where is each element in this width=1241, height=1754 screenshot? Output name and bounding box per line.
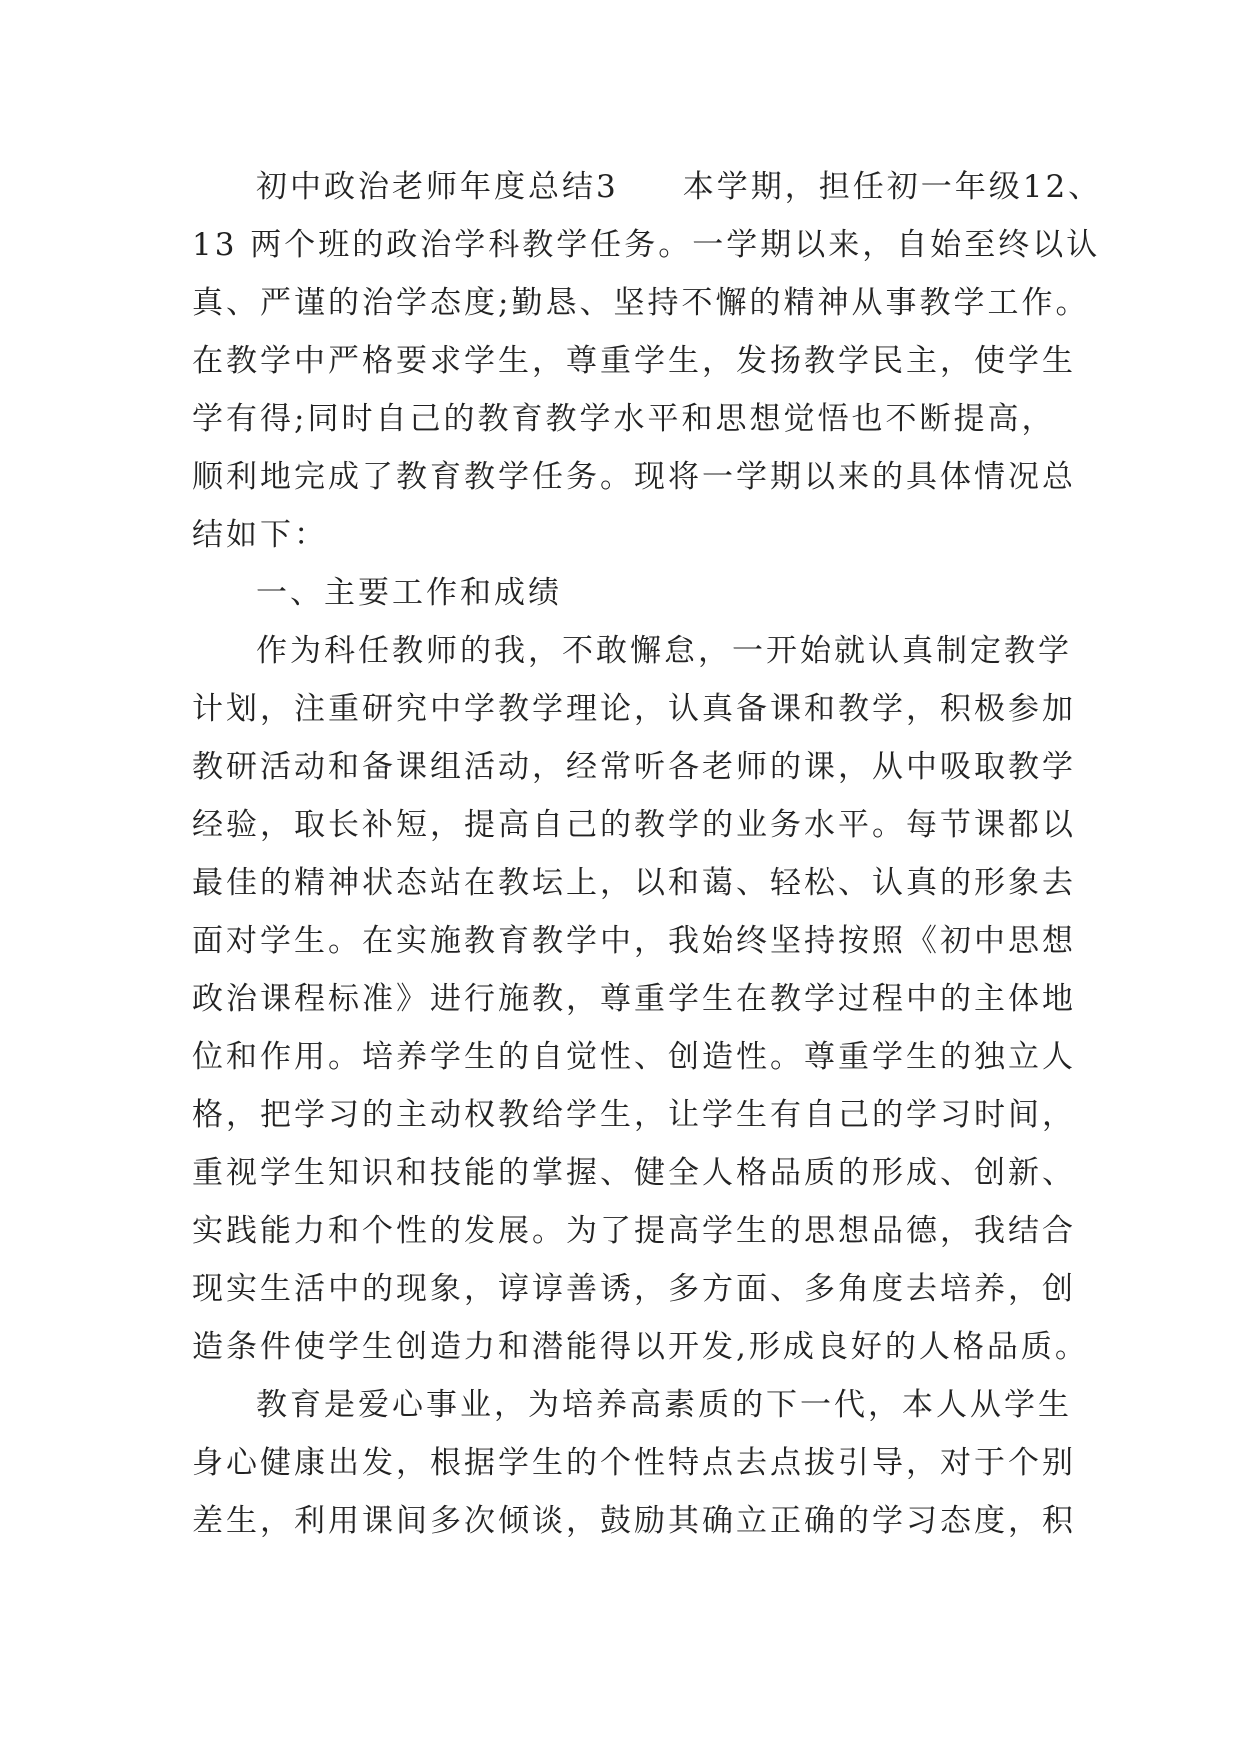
paragraph-line: 现实生活中的现象，谆谆善诱，多方面、多角度去培养，创 [192,1271,1076,1307]
paragraph-line: 教研活动和备课组活动，经常听各老师的课，从中吸取教学 [192,749,1076,785]
paragraph-line: 实践能力和个性的发展。为了提高学生的思想品德，我结合 [192,1213,1076,1249]
paragraph-line: 重视学生知识和技能的掌握、健全人格品质的形成、创新、 [192,1155,1076,1191]
paragraph-line: 作为科任教师的我，不敢懈怠，一开始就认真制定教学 [256,633,1072,669]
title-line [192,158,1103,216]
intro-line: 13 两个班的政治学科教学任务。一学期以来，自始至终以认 [192,227,1101,263]
paragraph-line: 身心健康出发，根据学生的个性特点去点拔引导，对于个别 [192,1445,1076,1481]
intro-first-line: 本学期，担任初一年级12、 [682,169,1103,205]
intro-line: 在教学中严格要求学生，尊重学生，发扬教学民主，使学生 [192,343,1076,379]
intro-line: 结如下： [192,517,328,553]
paragraph-line: 计划，注重研究中学教学理论，认真备课和教学，积极参加 [192,691,1076,727]
paragraph-line: 位和作用。培养学生的自觉性、创造性。尊重学生的独立人 [192,1039,1076,1075]
document-body [192,158,1103,1550]
section-heading: 一、主要工作和成绩 [256,575,562,611]
paragraph-line: 格，把学习的主动权教给学生，让学生有自己的学习时间， [192,1097,1076,1133]
paragraph-line: 教育是爱心事业，为培养高素质的下一代，本人从学生 [256,1387,1072,1423]
intro-line: 顺利地完成了教育教学任务。现将一学期以来的具体情况总 [192,459,1076,495]
document-title: 初中政治老师年度总结3 [256,169,619,205]
paragraph-line: 差生，利用课间多次倾谈，鼓励其确立正确的学习态度，积 [192,1503,1076,1539]
intro-line: 学有得;同时自己的教育教学水平和思想觉悟也不断提高， [192,401,1056,437]
paragraph-line: 最佳的精神状态站在教坛上，以和蔼、轻松、认真的形象去 [192,865,1076,901]
intro-line: 真、严谨的治学态度;勤恳、坚持不懈的精神从事教学工作。 [192,285,1090,321]
paragraph-line: 造条件使学生创造力和潜能得以开发,形成良好的人格品质。 [192,1329,1089,1365]
paragraph-line: 面对学生。在实施教育教学中，我始终坚持按照《初中思想 [192,923,1076,959]
paragraph-line: 经验，取长补短，提高自己的教学的业务水平。每节课都以 [192,807,1076,843]
paragraph-line: 政治课程标准》进行施教，尊重学生在教学过程中的主体地 [192,981,1076,1017]
